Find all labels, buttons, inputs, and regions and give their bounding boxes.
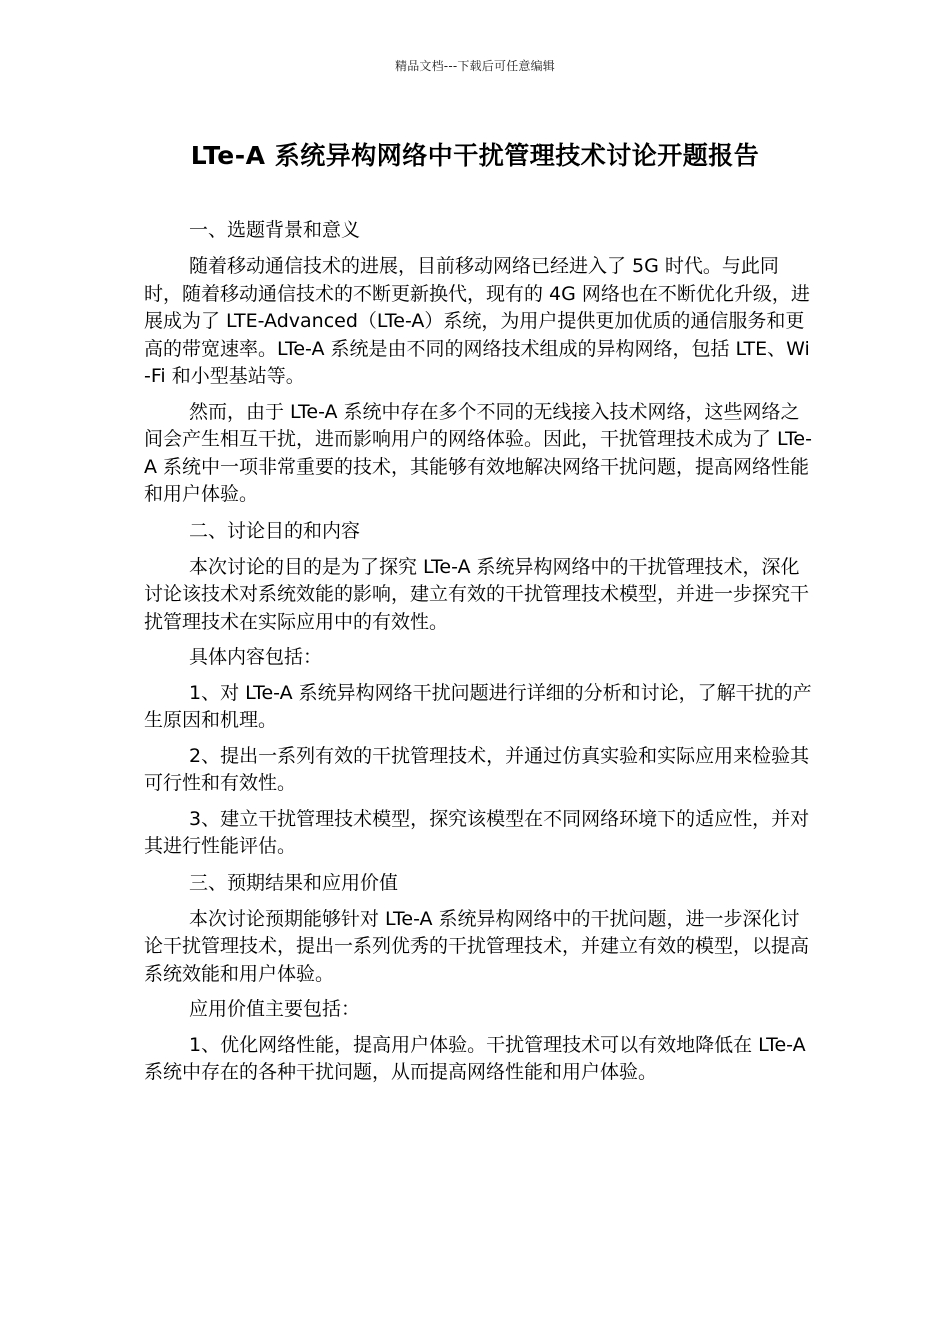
section-heading-results: 三、预期结果和应用价值 (189, 871, 399, 894)
paragraph-content-intro: 具体内容包括： (189, 646, 323, 668)
header-note: 精品文档---下载后可任意编辑 (395, 59, 555, 73)
paragraph-background-1: 随着移动通信技术的进展，目前移动网络已经进入了 5G 时代。与此同时，随着移动通信技术的不断更新换代，现有的 4G 网络也在不断优化升级，进展成为了 LTE-Advanced（LTe-A）系统，为用户提供更加优质的通信服务和更高的带宽速率。LTe-A 系统是由不同的网络技术组成的异构网络，包括 LTE、Wi-Fi 和小型基站等。 (144, 255, 810, 387)
paragraph-purpose-1: 本次讨论的目的是为了探究 LTe-A 系统异构网络中的干扰管理技术，深化讨论该技术对系统效能的影响，建立有效的干扰管理技术模型，并进一步探究干扰管理技术在实际应用中的有效性。 (144, 555, 810, 633)
list-item-content-3: 3、建立干扰管理技术模型，探究该模型在不同网络环境下的适应性，并对其进行性能评估。 (144, 807, 810, 857)
paragraph-value-intro: 应用价值主要包括： (189, 998, 361, 1020)
section-heading-purpose: 二、讨论目的和内容 (189, 519, 361, 542)
list-item-value-1: 1、优化网络性能，提高用户体验。干扰管理技术可以有效地降低在 LTe-A 系统中存在的各种干扰问题，从而提高网络性能和用户体验。 (144, 1033, 806, 1083)
section-heading-background: 一、选题背景和意义 (189, 219, 361, 241)
paragraph-background-2: 然而，由于 LTe-A 系统中存在多个不同的无线接入技术网络，这些网络之间会产生相互干扰，进而影响用户的网络体验。因此，干扰管理技术成为了 LTe-A 系统中一项非常重要的技术，其能够有效地解决网络干扰问题，提高网络性能和用户体验。 (144, 400, 812, 505)
document-body (144, 216, 814, 1095)
list-item-content-1: 1、对 LTe-A 系统异构网络干扰问题进行详细的分析和讨论，了解干扰的产生原因和机理。 (144, 681, 812, 731)
document-title: LTe-A 系统异构网络中干扰管理技术讨论开题报告 (190, 141, 760, 170)
list-item-content-2: 2、提出一系列有效的干扰管理技术，并通过仿真实验和实际应用来检验其可行性和有效性。 (144, 744, 810, 794)
paragraph-results-1: 本次讨论预期能够针对 LTe-A 系统异构网络中的干扰问题，进一步深化讨论干扰管理技术，提出一系列优秀的干扰管理技术，并建立有效的模型，以提高系统效能和用户体验。 (144, 907, 810, 985)
